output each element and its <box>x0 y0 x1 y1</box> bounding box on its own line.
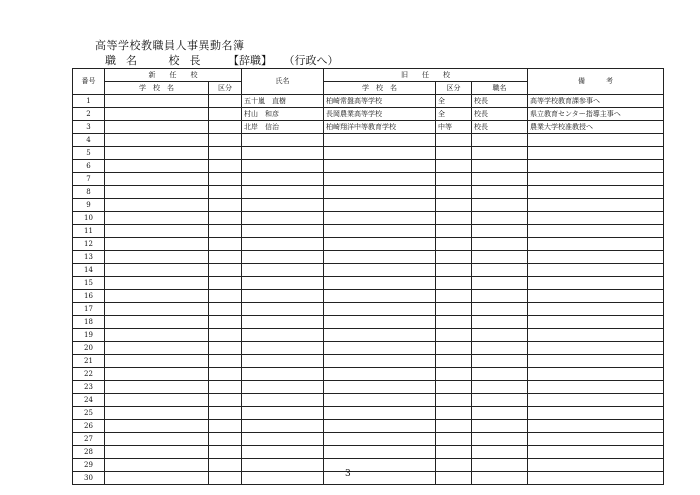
old-title-cell <box>472 433 528 446</box>
header-name: 氏名 <box>242 69 324 95</box>
remarks-cell <box>528 472 664 485</box>
position-value: 校長 <box>168 54 211 67</box>
table-row <box>73 446 664 459</box>
remarks-cell <box>528 316 664 329</box>
name-cell <box>242 407 324 420</box>
name-cell <box>242 368 324 381</box>
new-division-cell <box>209 212 242 225</box>
old-division-cell <box>436 212 472 225</box>
old-title-cell: 校長 <box>472 108 528 121</box>
name-cell <box>242 160 324 173</box>
table-row <box>73 290 664 303</box>
row-number: 16 <box>73 290 105 303</box>
remarks-cell <box>528 238 664 251</box>
new-division-cell <box>209 290 242 303</box>
old-title-cell <box>472 303 528 316</box>
table-row <box>73 420 664 433</box>
row-number: 7 <box>73 173 105 186</box>
row-number: 1 <box>73 95 105 108</box>
old-division-cell: 全 <box>436 95 472 108</box>
old-school-cell <box>324 381 436 394</box>
remarks-cell <box>528 394 664 407</box>
row-number: 18 <box>73 316 105 329</box>
new-division-cell <box>209 251 242 264</box>
subtitle <box>105 52 339 68</box>
document-title: 高等学校教職員人事異動名簿 <box>95 39 245 52</box>
old-division-cell <box>436 134 472 147</box>
old-school-cell <box>324 446 436 459</box>
name-cell: 北岸 信治 <box>242 121 324 134</box>
name-cell <box>242 277 324 290</box>
old-title-cell: 校長 <box>472 121 528 134</box>
name-cell <box>242 381 324 394</box>
remarks-cell <box>528 290 664 303</box>
old-division-cell <box>436 186 472 199</box>
name-cell <box>242 303 324 316</box>
old-school-cell <box>324 290 436 303</box>
header-remarks: 備 考 <box>528 69 664 95</box>
new-school-cell <box>105 342 209 355</box>
old-title-cell <box>472 238 528 251</box>
name-cell <box>242 472 324 485</box>
old-division-cell <box>436 225 472 238</box>
row-number: 14 <box>73 264 105 277</box>
new-school-cell <box>105 225 209 238</box>
remarks-cell <box>528 134 664 147</box>
name-cell <box>242 290 324 303</box>
name-cell <box>242 238 324 251</box>
old-title-cell <box>472 212 528 225</box>
row-number: 19 <box>73 329 105 342</box>
remarks-cell <box>528 459 664 472</box>
old-division-cell <box>436 173 472 186</box>
table-row <box>73 134 664 147</box>
new-school-cell <box>105 316 209 329</box>
header-old-title: 職名 <box>472 82 528 95</box>
old-title-cell <box>472 368 528 381</box>
personnel-table <box>72 68 664 485</box>
table-row <box>73 264 664 277</box>
old-division-cell <box>436 199 472 212</box>
remarks-cell <box>528 381 664 394</box>
old-title-cell <box>472 446 528 459</box>
old-school-cell <box>324 199 436 212</box>
remarks-cell: 農業大学校准教授へ <box>528 121 664 134</box>
table-row <box>73 199 664 212</box>
name-cell <box>242 134 324 147</box>
new-school-cell <box>105 134 209 147</box>
remarks-cell <box>528 329 664 342</box>
remarks-cell <box>528 368 664 381</box>
remarks-cell <box>528 420 664 433</box>
old-title-cell <box>472 290 528 303</box>
new-division-cell <box>209 264 242 277</box>
remarks-cell <box>528 212 664 225</box>
remarks-cell <box>528 277 664 290</box>
old-school-cell <box>324 160 436 173</box>
row-number: 12 <box>73 238 105 251</box>
new-school-cell <box>105 121 209 134</box>
old-title-cell <box>472 420 528 433</box>
new-school-cell <box>105 381 209 394</box>
old-title-cell <box>472 199 528 212</box>
old-title-cell <box>472 173 528 186</box>
page-number: 3 <box>345 469 351 479</box>
old-division-cell <box>436 316 472 329</box>
name-cell <box>242 446 324 459</box>
old-division-cell <box>436 446 472 459</box>
new-division-cell <box>209 394 242 407</box>
remarks-cell <box>528 160 664 173</box>
table-row <box>73 212 664 225</box>
row-number: 29 <box>73 459 105 472</box>
table-row <box>73 355 664 368</box>
row-number: 22 <box>73 368 105 381</box>
new-division-cell <box>209 420 242 433</box>
header-new-school-name: 学 校 名 <box>105 82 209 95</box>
old-school-cell <box>324 342 436 355</box>
table-row <box>73 186 664 199</box>
new-division-cell <box>209 342 242 355</box>
new-school-cell <box>105 368 209 381</box>
row-number: 26 <box>73 420 105 433</box>
table-row <box>73 108 664 121</box>
name-cell <box>242 342 324 355</box>
new-school-cell <box>105 303 209 316</box>
row-number: 17 <box>73 303 105 316</box>
new-division-cell <box>209 238 242 251</box>
old-division-cell <box>436 407 472 420</box>
remarks-cell <box>528 186 664 199</box>
remarks-cell: 県立教育センター指導主事へ <box>528 108 664 121</box>
old-division-cell <box>436 238 472 251</box>
row-number: 3 <box>73 121 105 134</box>
old-title-cell <box>472 251 528 264</box>
new-school-cell <box>105 394 209 407</box>
old-title-cell <box>472 472 528 485</box>
name-cell <box>242 199 324 212</box>
row-number: 9 <box>73 199 105 212</box>
new-division-cell <box>209 173 242 186</box>
name-cell <box>242 173 324 186</box>
old-school-cell <box>324 459 436 472</box>
new-division-cell <box>209 160 242 173</box>
new-division-cell <box>209 433 242 446</box>
row-number: 20 <box>73 342 105 355</box>
new-school-cell <box>105 147 209 160</box>
old-school-cell <box>324 264 436 277</box>
name-cell <box>242 433 324 446</box>
new-division-cell <box>209 407 242 420</box>
new-school-cell <box>105 355 209 368</box>
row-number: 2 <box>73 108 105 121</box>
remarks-cell: 高等学校教育課参事へ <box>528 95 664 108</box>
table-row <box>73 277 664 290</box>
old-division-cell <box>436 147 472 160</box>
new-school-cell <box>105 264 209 277</box>
row-number: 28 <box>73 446 105 459</box>
table-row <box>73 394 664 407</box>
new-division-cell <box>209 186 242 199</box>
old-school-cell <box>324 277 436 290</box>
new-school-cell <box>105 290 209 303</box>
new-school-cell <box>105 95 209 108</box>
old-division-cell <box>436 264 472 277</box>
old-title-cell <box>472 277 528 290</box>
row-number: 25 <box>73 407 105 420</box>
row-number: 21 <box>73 355 105 368</box>
old-title-cell <box>472 134 528 147</box>
old-school-cell <box>324 368 436 381</box>
remarks-cell <box>528 355 664 368</box>
new-school-cell <box>105 420 209 433</box>
new-school-cell <box>105 160 209 173</box>
name-cell <box>242 147 324 160</box>
remarks-cell <box>528 173 664 186</box>
header-number: 番号 <box>73 69 105 95</box>
name-cell <box>242 186 324 199</box>
old-title-cell <box>472 225 528 238</box>
old-division-cell <box>436 160 472 173</box>
old-title-cell <box>472 316 528 329</box>
old-school-cell: 長岡農業高等学校 <box>324 108 436 121</box>
old-school-cell <box>324 407 436 420</box>
remarks-cell <box>528 225 664 238</box>
row-number: 4 <box>73 134 105 147</box>
old-title-cell <box>472 160 528 173</box>
old-division-cell <box>436 472 472 485</box>
old-school-cell <box>324 186 436 199</box>
new-division-cell <box>209 459 242 472</box>
name-cell <box>242 212 324 225</box>
table-body <box>73 95 664 485</box>
new-school-cell <box>105 433 209 446</box>
old-division-cell: 中等 <box>436 121 472 134</box>
name-cell <box>242 420 324 433</box>
new-school-cell <box>105 186 209 199</box>
old-school-cell <box>324 420 436 433</box>
old-title-cell <box>472 407 528 420</box>
table-row <box>73 472 664 485</box>
header-new-school: 新 任 校 <box>105 69 242 82</box>
table-row <box>73 147 664 160</box>
table-row <box>73 225 664 238</box>
remarks-cell <box>528 251 664 264</box>
old-school-cell <box>324 134 436 147</box>
new-division-cell <box>209 303 242 316</box>
new-school-cell <box>105 238 209 251</box>
remarks-cell <box>528 446 664 459</box>
row-number: 6 <box>73 160 105 173</box>
position-label: 職名 <box>105 54 147 67</box>
table-row <box>73 433 664 446</box>
name-cell <box>242 316 324 329</box>
new-division-cell <box>209 329 242 342</box>
new-school-cell <box>105 459 209 472</box>
new-division-cell <box>209 147 242 160</box>
category-note: （行政へ） <box>283 54 339 67</box>
old-title-cell <box>472 264 528 277</box>
new-division-cell <box>209 368 242 381</box>
old-division-cell <box>436 420 472 433</box>
new-division-cell <box>209 355 242 368</box>
old-division-cell <box>436 394 472 407</box>
old-division-cell <box>436 459 472 472</box>
remarks-cell <box>528 433 664 446</box>
old-division-cell <box>436 368 472 381</box>
old-division-cell <box>436 381 472 394</box>
table-row <box>73 368 664 381</box>
new-division-cell <box>209 121 242 134</box>
table-row <box>73 173 664 186</box>
new-division-cell <box>209 225 242 238</box>
row-number: 23 <box>73 381 105 394</box>
new-division-cell <box>209 316 242 329</box>
old-school-cell <box>324 472 436 485</box>
old-school-cell <box>324 212 436 225</box>
old-school-cell: 柏崎翔洋中等教育学校 <box>324 121 436 134</box>
old-division-cell: 全 <box>436 108 472 121</box>
new-school-cell <box>105 251 209 264</box>
row-number: 30 <box>73 472 105 485</box>
table-row <box>73 251 664 264</box>
name-cell <box>242 394 324 407</box>
old-school-cell: 柏崎常盤高等学校 <box>324 95 436 108</box>
old-school-cell <box>324 355 436 368</box>
remarks-cell <box>528 407 664 420</box>
old-title-cell <box>472 381 528 394</box>
remarks-cell <box>528 303 664 316</box>
old-title-cell <box>472 355 528 368</box>
header-old-division: 区分 <box>436 82 472 95</box>
old-school-cell <box>324 251 436 264</box>
old-title-cell <box>472 459 528 472</box>
table-row <box>73 95 664 108</box>
remarks-cell <box>528 264 664 277</box>
old-school-cell <box>324 433 436 446</box>
name-cell: 村山 和彦 <box>242 108 324 121</box>
new-division-cell <box>209 95 242 108</box>
new-division-cell <box>209 134 242 147</box>
remarks-cell <box>528 147 664 160</box>
new-school-cell <box>105 199 209 212</box>
new-school-cell <box>105 446 209 459</box>
row-number: 8 <box>73 186 105 199</box>
new-school-cell <box>105 329 209 342</box>
old-title-cell <box>472 147 528 160</box>
old-school-cell <box>324 173 436 186</box>
table-row <box>73 407 664 420</box>
row-number: 13 <box>73 251 105 264</box>
old-division-cell <box>436 303 472 316</box>
old-division-cell <box>436 355 472 368</box>
header-old-school: 旧 任 校 <box>324 69 528 82</box>
name-cell <box>242 459 324 472</box>
new-division-cell <box>209 277 242 290</box>
old-school-cell <box>324 303 436 316</box>
old-division-cell <box>436 251 472 264</box>
old-school-cell <box>324 316 436 329</box>
row-number: 11 <box>73 225 105 238</box>
remarks-cell <box>528 199 664 212</box>
table-row <box>73 303 664 316</box>
row-number: 5 <box>73 147 105 160</box>
name-cell <box>242 264 324 277</box>
row-number: 10 <box>73 212 105 225</box>
header-row-top <box>73 69 664 82</box>
row-number: 15 <box>73 277 105 290</box>
new-school-cell <box>105 277 209 290</box>
new-school-cell <box>105 407 209 420</box>
old-school-cell <box>324 394 436 407</box>
new-division-cell <box>209 472 242 485</box>
new-school-cell <box>105 212 209 225</box>
table-row <box>73 316 664 329</box>
new-school-cell <box>105 173 209 186</box>
table-row <box>73 329 664 342</box>
name-cell <box>242 329 324 342</box>
old-title-cell <box>472 329 528 342</box>
old-school-cell <box>324 329 436 342</box>
row-number: 27 <box>73 433 105 446</box>
new-division-cell <box>209 199 242 212</box>
table-row <box>73 459 664 472</box>
old-division-cell <box>436 433 472 446</box>
old-division-cell <box>436 329 472 342</box>
header-old-school-name: 学 校 名 <box>324 82 436 95</box>
name-cell: 五十嵐 直樹 <box>242 95 324 108</box>
row-number: 24 <box>73 394 105 407</box>
old-school-cell <box>324 147 436 160</box>
table-row <box>73 121 664 134</box>
new-division-cell <box>209 381 242 394</box>
remarks-cell <box>528 342 664 355</box>
name-cell <box>242 225 324 238</box>
table-row <box>73 160 664 173</box>
old-school-cell <box>324 225 436 238</box>
table-row <box>73 238 664 251</box>
new-division-cell <box>209 108 242 121</box>
old-title-cell: 校長 <box>472 95 528 108</box>
category-tag: 【辞職】 <box>228 54 272 67</box>
old-title-cell <box>472 394 528 407</box>
old-division-cell <box>436 277 472 290</box>
name-cell <box>242 355 324 368</box>
name-cell <box>242 251 324 264</box>
table-row <box>73 381 664 394</box>
new-division-cell <box>209 446 242 459</box>
old-division-cell <box>436 342 472 355</box>
header-new-division: 区分 <box>209 82 242 95</box>
old-title-cell <box>472 342 528 355</box>
old-school-cell <box>324 238 436 251</box>
old-division-cell <box>436 290 472 303</box>
old-title-cell <box>472 186 528 199</box>
new-school-cell <box>105 108 209 121</box>
table-row <box>73 342 664 355</box>
new-school-cell <box>105 472 209 485</box>
